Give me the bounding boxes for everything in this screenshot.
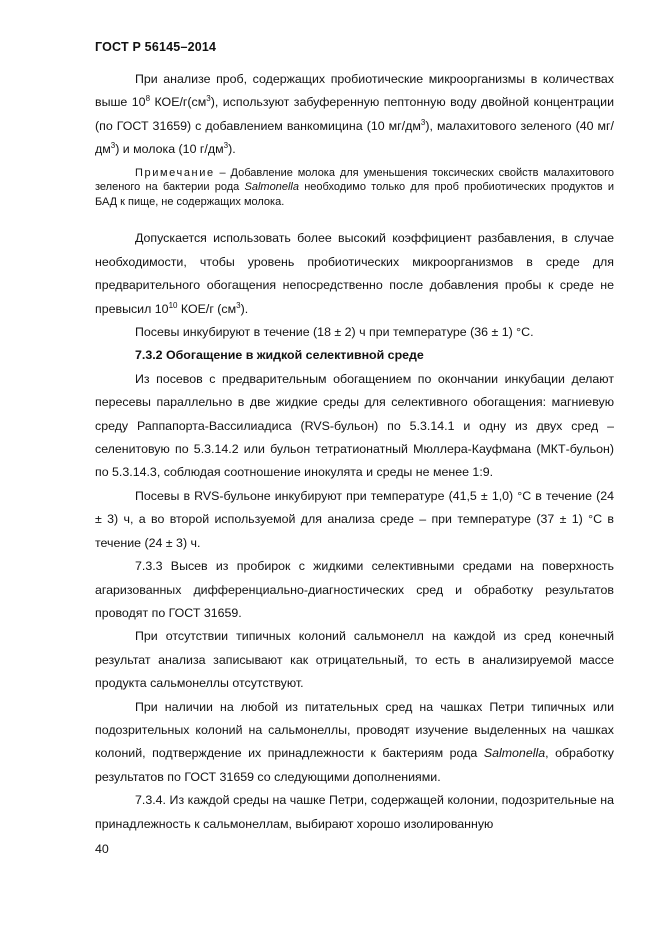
note-label: Примечание: [135, 166, 215, 179]
paragraph-7-3-4: 7.3.4. Из каждой среды на чашке Петри, содержащей колонии, подозрительные на принадлежность к сальмонеллам, выбирают хорошо изолированную: [95, 793, 614, 831]
page-number: 40: [95, 842, 109, 856]
paragraph-negative-result: При отсутствии типичных колоний сальмонелл на каждой из сред конечный результат анализа записывают как отрицательный, то есть в анализируемой массе продукта сальмонеллы отсутствуют.: [95, 629, 614, 691]
paragraph-dilution-probiotics: При анализе проб, содержащих пробиотические микроорганизмы в количествах выше $10^8$ КОЕ/$г(см^3)$, используют забуференную пептонную воду двойной концентрации (по ГОСТ 31659) с добавлением ванкомицина (10 $мг/дм^3$), малахитового зеленого (40 $мг/дм^3$) и молока (10 $г/дм^3$).: [95, 72, 615, 157]
paragraph-rvs-incubation: Посевы в RVS-бульоне инкубируют при температуре (41,5 ± 1,0) °С в течение (24 ± 3) ч, а во второй используемой для анализа среде – при температуре (37 ± 1) °С в течение (24 ± 3) ч.: [95, 488, 614, 550]
paragraph-selective-enrichment: Из посевов с предварительным обогащением по окончании инкубации делают пересевы параллельно в две жидкие среды для селективного обогащения: магниевую среду Раппапорта-Вассилиадиса (RVS-бульон) по 5.3.14.1 и одну из двух сред – селенитовую по 5.3.14.2 или бульон тетратионатный Мюллера-Кауфмана (МКТ-бульон) по 5.3.14.3, соблюдая соотношение инокулята и среды не менее 1:9.: [95, 371, 614, 480]
section-heading-7-3-2: 7.3.2 Обогащение в жидкой селективной среде: [135, 348, 424, 363]
paragraph-higher-dilution: Допускается использовать более высокий коэффициент разбавления, в случае необходимости, чтобы уровень пробиотических микроорганизмов в среде для предварительного обогащения непосредственно после добавления пробы к среде не превысил $10^{10}$ КОЕ/г $(см^3)$.: [95, 231, 614, 316]
document-body: [95, 68, 614, 836]
paragraph-incubation: Посевы инкубируют в течение (18 ± 2) ч при температуре (36 ± 1) °С.: [135, 325, 534, 340]
paragraph-7-3-3: 7.3.3 Высев из пробирок с жидкими селективными средами на поверхность агаризованных дифференциально-диагностических сред и обработку результатов проводят по ГОСТ 31659.: [95, 559, 614, 620]
note-milk-addition: Примечание – Добавление молока для уменьшения токсических свойств малахитового зеленого на бактерии рода Salmonella необходимо только для проб пробиотических продуктов и БАД к пище, не содержащих молока.: [95, 166, 614, 208]
document-code-header: ГОСТ Р 56145–2014: [95, 40, 217, 54]
paragraph-suspicious-colonies: При наличии на любой из питательных сред на чашках Петри типичных или подозрительных колоний на сальмонеллы, проводят изучение выделенных на чашках колоний, подтверждение их принадлежности к бактериям рода Salmonella, обработку результатов по ГОСТ 31659 со следующими дополнениями.: [95, 699, 614, 784]
